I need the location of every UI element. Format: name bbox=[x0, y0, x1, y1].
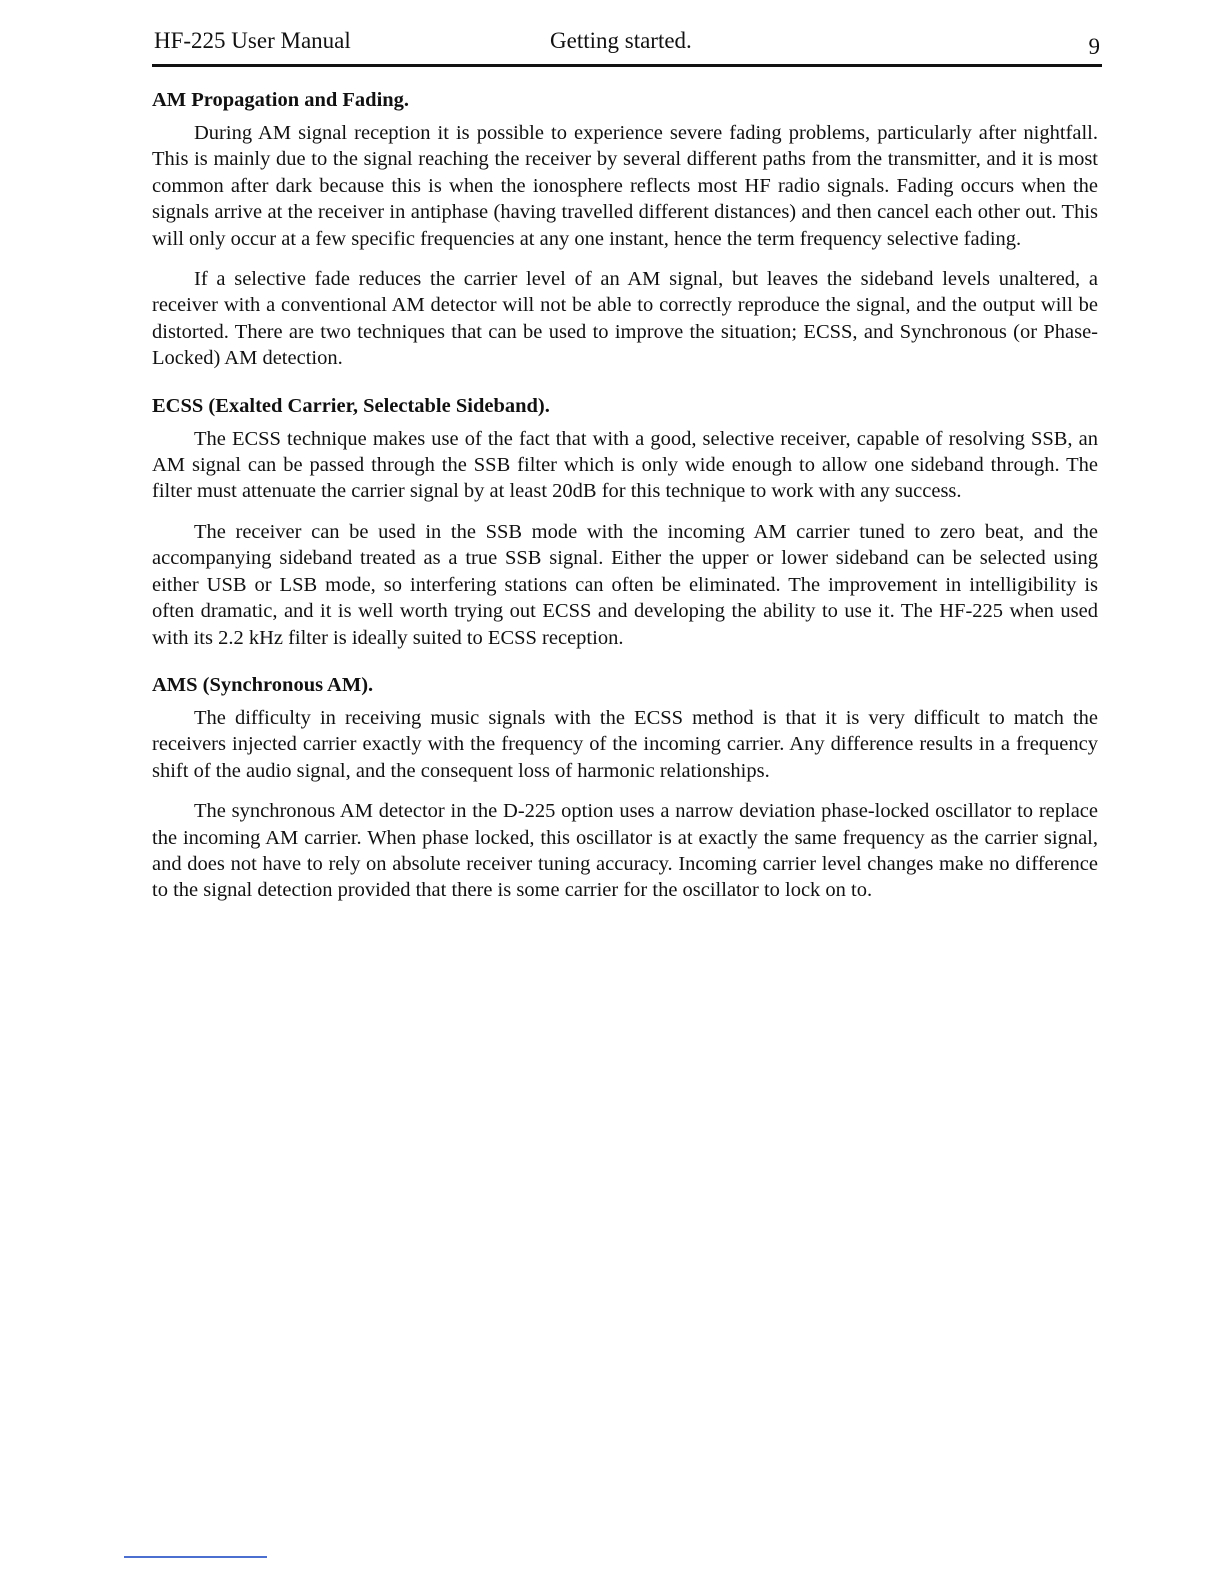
page-header bbox=[152, 28, 1102, 67]
section-heading: AM Propagation and Fading. bbox=[152, 89, 410, 111]
section-heading: ECSS (Exalted Carrier, Selectable Sideband). bbox=[152, 394, 550, 417]
footer-divider bbox=[124, 1556, 267, 1558]
paragraph: The ECSS technique makes use of the fact that with a good, selective receiver, capable of resolving SSB, an AM signal can be passed through the SSB filter which is only wide enough to allow one sideband through. The filter must attenuate the carrier signal by at least 20dB for this technique to work with any success. bbox=[152, 427, 1098, 503]
manual-title: HF-225 User Manual bbox=[154, 28, 351, 53]
section-am-propagation bbox=[152, 86, 1098, 372]
paragraph: The receiver can be used in the SSB mode with the incoming AM carrier tuned to zero beat, and the accompanying sideband treated as a true SSB signal. Either the upper or lower sideband can be selected using either USB or LSB mode, so interfering stations can often be eliminated. The improvement in intelligibility is often dramatic, and it is well worth trying out ECSS and developing the ability to use it. The HF-225 when used with its 2.2 kHz filter is ideally suited to ECSS reception. bbox=[152, 520, 1098, 649]
page-body bbox=[152, 86, 1098, 918]
paragraph: If a selective fade reduces the carrier level of an AM signal, but leaves the sideband levels unaltered, a receiver with a conventional AM detector will not be able to correctly reproduce the signal, and the output will be distorted. There are two techniques that can be used to improve the situation; ECSS, and Synchronous (or Phase-Locked) AM detection. bbox=[152, 268, 1098, 370]
section-heading: AMS (Synchronous AM). bbox=[152, 673, 374, 696]
paragraph: During AM signal reception it is possible to experience severe fading problems, particularly after nightfall. This is mainly due to the signal reaching the receiver by several different paths from the transmitter, and it is most common after dark because this is when the ionosphere reflects most HF radio signals. Fading occurs when the signals arrive at the receiver in antiphase (having travelled different distances) and then cancel each other out. This will only occur at a few specific frequencies at any one instant, hence the term frequency selective fading. bbox=[152, 122, 1098, 250]
page-number: 9 bbox=[1088, 34, 1100, 59]
section-ams bbox=[152, 671, 1098, 904]
section-ecss bbox=[152, 392, 1098, 651]
chapter-title: Getting started. bbox=[550, 28, 692, 53]
paragraph: The synchronous AM detector in the D-225 option uses a narrow deviation phase-locked oscillator to replace the incoming AM carrier. When phase locked, this oscillator is at exactly the same frequency as the carrier signal, and does not have to rely on absolute receiver tuning accuracy. Incoming carrier level changes make no difference to the signal detection provided that there is some carrier for the oscillator to lock on to. bbox=[152, 800, 1098, 902]
paragraph: The difficulty in receiving music signals with the ECSS method is that it is very difficult to match the receivers injected carrier exactly with the frequency of the incoming carrier. Any difference results in a frequency shift of the audio signal, and the consequent loss of harmonic relationships. bbox=[152, 706, 1098, 782]
